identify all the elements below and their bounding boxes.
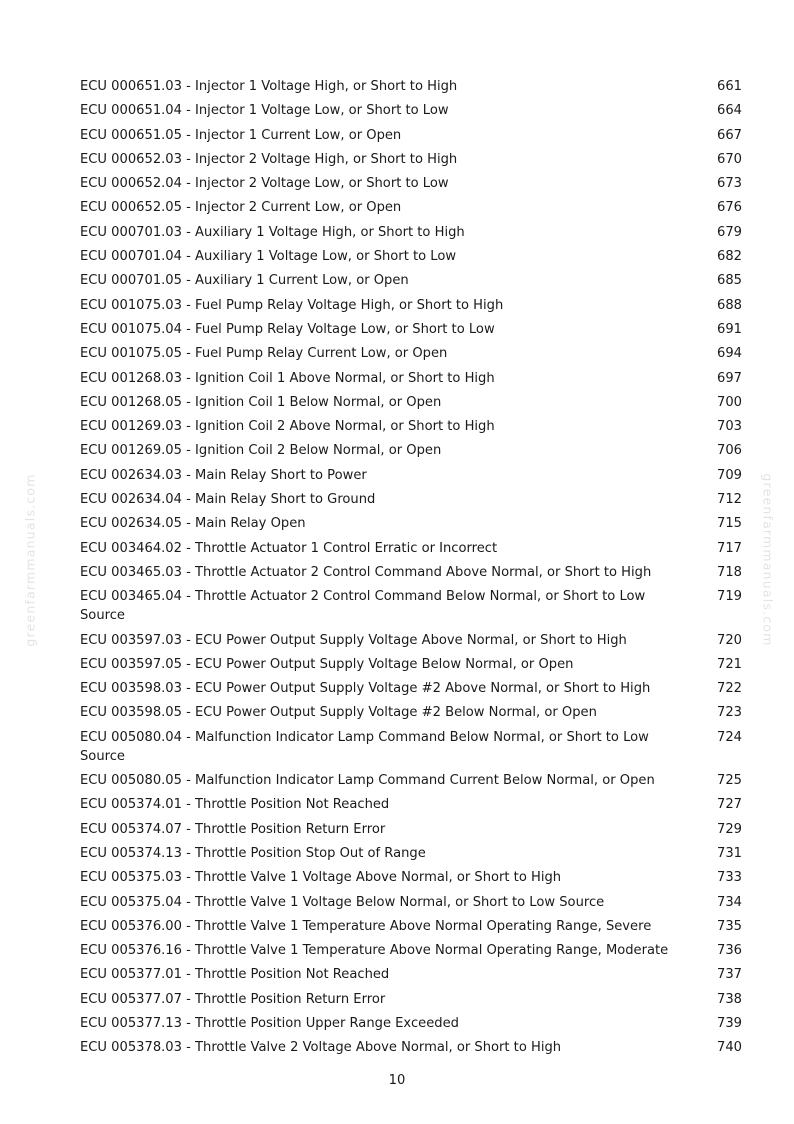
toc-entry-title: ECU 000701.03 - Auxiliary 1 Voltage High, or Short to High	[80, 224, 465, 240]
toc-entry-title: ECU 005378.03 - Throttle Valve 2 Voltage Above Normal, or Short to High	[80, 1040, 562, 1056]
toc-entry-page: 720	[717, 632, 742, 648]
toc-entry[interactable]	[80, 820, 742, 844]
toc-entry-title: ECU 001075.03 - Fuel Pump Relay Voltage High, or Short to High	[80, 297, 504, 313]
toc-entry-page: 664	[717, 103, 742, 119]
toc-entry-title: ECU 003598.05 - ECU Power Output Supply Voltage #2 Below Normal, or Open	[80, 705, 597, 721]
toc-entry-title: ECU 001269.03 - Ignition Coil 2 Above Normal, or Short to High	[80, 419, 495, 435]
toc-entry[interactable]	[80, 631, 742, 655]
toc-entry-title: ECU 005374.07 - Throttle Position Return Error	[80, 821, 386, 837]
toc-entry-page: 717	[717, 540, 742, 556]
toc-entry-page: 739	[717, 1015, 742, 1031]
toc-entry-page: 667	[717, 127, 742, 143]
toc-entry-title: ECU 005376.16 - Throttle Valve 1 Temperature Above Normal Operating Range, Moderate	[80, 943, 669, 959]
toc-entry-title: ECU 005375.04 - Throttle Valve 1 Voltage Below Normal, or Short to Low Source	[80, 894, 605, 910]
toc-entry-page: 694	[717, 346, 742, 362]
toc-entry-title: ECU 005377.01 - Throttle Position Not Reached	[80, 967, 390, 983]
toc-entry[interactable]	[80, 466, 742, 490]
toc-entry-page: 721	[717, 656, 742, 672]
toc-entry[interactable]	[80, 941, 742, 965]
toc-entry-title: ECU 002634.04 - Main Relay Short to Ground	[80, 492, 376, 508]
toc-entry[interactable]	[80, 795, 742, 819]
toc-entry-title: ECU 005374.13 - Throttle Position Stop Out of Range	[80, 845, 426, 861]
toc-entry-page: 670	[717, 151, 742, 167]
toc-entry-page: 736	[717, 943, 742, 959]
toc-entry-page: 729	[717, 821, 742, 837]
toc-entry[interactable]	[80, 868, 742, 892]
toc-entry[interactable]	[80, 844, 742, 868]
toc-entry[interactable]	[80, 655, 742, 679]
toc-entry-page: 706	[717, 443, 742, 459]
toc-entry[interactable]	[80, 771, 742, 795]
toc-entry-page: 673	[717, 176, 742, 192]
toc-entry[interactable]	[80, 587, 742, 630]
toc-entry-title: ECU 001268.05 - Ignition Coil 1 Below Normal, or Open	[80, 394, 442, 410]
toc-entry[interactable]	[80, 514, 742, 538]
toc-entry-title: ECU 000652.03 - Injector 2 Voltage High, or Short to High	[80, 151, 458, 167]
toc-entry-title: ECU 003464.02 - Throttle Actuator 1 Control Erratic or Incorrect	[80, 540, 498, 556]
toc-entry[interactable]	[80, 1014, 742, 1038]
toc-entry-title: ECU 005377.07 - Throttle Position Return Error	[80, 991, 386, 1007]
toc-entry-page: 688	[717, 297, 742, 313]
table-of-contents	[80, 77, 742, 1063]
toc-entry[interactable]	[80, 101, 742, 125]
toc-entry-title: ECU 005080.05 - Malfunction Indicator Lamp Command Current Below Normal, or Open	[80, 773, 655, 789]
toc-entry[interactable]	[80, 563, 742, 587]
toc-entry-title: ECU 000651.05 - Injector 1 Current Low, or Open	[80, 127, 402, 143]
toc-entry[interactable]	[80, 344, 742, 368]
toc-entry-page: 738	[717, 991, 742, 1007]
toc-entry[interactable]	[80, 150, 742, 174]
toc-entry[interactable]	[80, 539, 742, 563]
toc-entry-page: 725	[717, 773, 742, 789]
toc-entry-title: ECU 000651.03 - Injector 1 Voltage High, or Short to High	[80, 79, 458, 94]
toc-entry-page: 676	[717, 200, 742, 216]
toc-entry-title: ECU 005377.13 - Throttle Position Upper Range Exceeded	[80, 1015, 459, 1031]
toc-entry-title: ECU 001075.05 - Fuel Pump Relay Current Low, or Open	[80, 346, 448, 362]
toc-entry[interactable]	[80, 990, 742, 1014]
toc-entry[interactable]	[80, 441, 742, 465]
toc-entry-title: ECU 001268.03 - Ignition Coil 1 Above Normal, or Short to High	[80, 370, 495, 386]
toc-entry-title: ECU 005375.03 - Throttle Valve 1 Voltage Above Normal, or Short to High	[80, 870, 562, 886]
toc-entry-page: 735	[717, 918, 742, 934]
toc-entry[interactable]	[80, 417, 742, 441]
toc-entry-title: ECU 003597.05 - ECU Power Output Supply Voltage Below Normal, or Open	[80, 656, 574, 672]
toc-entry-page: 723	[717, 705, 742, 721]
toc-entry-title: ECU 005376.00 - Throttle Valve 1 Temperature Above Normal Operating Range, Severe	[80, 918, 652, 934]
toc-entry-page: 722	[717, 681, 742, 697]
toc-entry-page: 734	[717, 894, 742, 910]
toc-entry[interactable]	[80, 703, 742, 727]
toc-entry[interactable]	[80, 893, 742, 917]
toc-entry-page: 715	[717, 516, 742, 532]
toc-entry-title: ECU 000652.04 - Injector 2 Voltage Low, or Short to Low	[80, 176, 449, 192]
toc-entry-page: 691	[717, 321, 742, 337]
toc-entry-page: 727	[717, 797, 742, 813]
toc-entry-page: 697	[717, 370, 742, 386]
toc-entry[interactable]	[80, 271, 742, 295]
toc-entry-title: ECU 005080.04 - Malfunction Indicator Lamp Command Below Normal, or Short to Low Source	[80, 729, 649, 764]
toc-entry-title: ECU 003465.04 - Throttle Actuator 2 Control Command Below Normal, or Short to Low Source	[80, 589, 646, 624]
toc-entry[interactable]	[80, 393, 742, 417]
toc-entry-page: 700	[717, 394, 742, 410]
toc-entry[interactable]	[80, 965, 742, 989]
toc-entry-title: ECU 000651.04 - Injector 1 Voltage Low, or Short to Low	[80, 103, 449, 119]
toc-entry[interactable]	[80, 369, 742, 393]
toc-entry-page: 731	[717, 845, 742, 861]
watermark-left: greenfarmmanuals.com	[22, 473, 38, 647]
toc-entry[interactable]	[80, 223, 742, 247]
toc-entry-page: 740	[717, 1040, 742, 1056]
toc-entry[interactable]	[80, 679, 742, 703]
toc-entry-page: 733	[717, 870, 742, 886]
toc-entry[interactable]	[80, 320, 742, 344]
toc-entry-title: ECU 000701.04 - Auxiliary 1 Voltage Low, or Short to Low	[80, 249, 457, 265]
toc-entry[interactable]	[80, 77, 742, 101]
toc-entry-title: ECU 003597.03 - ECU Power Output Supply Voltage Above Normal, or Short to High	[80, 632, 627, 648]
toc-entry-page: 682	[717, 249, 742, 265]
toc-entry-title: ECU 005374.01 - Throttle Position Not Reached	[80, 797, 390, 813]
toc-entry[interactable]	[80, 174, 742, 198]
toc-entry-title: ECU 003465.03 - Throttle Actuator 2 Control Command Above Normal, or Short to High	[80, 564, 652, 580]
toc-entry-page: 709	[717, 467, 742, 483]
toc-entry-title: ECU 003598.03 - ECU Power Output Supply Voltage #2 Above Normal, or Short to High	[80, 681, 651, 697]
toc-entry-page: 719	[717, 589, 742, 605]
toc-entry[interactable]	[80, 1038, 742, 1062]
toc-entry[interactable]	[80, 490, 742, 514]
toc-entry-title: ECU 002634.05 - Main Relay Open	[80, 516, 306, 532]
toc-entry[interactable]	[80, 247, 742, 271]
toc-entry-title: ECU 001269.05 - Ignition Coil 2 Below Normal, or Open	[80, 443, 442, 459]
toc-entry-page: 679	[717, 224, 742, 240]
watermark-right: greenfarmmanuals.com	[760, 473, 776, 647]
toc-entry-page: 703	[717, 419, 742, 435]
toc-entry[interactable]	[80, 126, 742, 150]
toc-entry[interactable]	[80, 728, 742, 771]
toc-entry[interactable]	[80, 198, 742, 222]
toc-entry-page: 737	[717, 967, 742, 983]
toc-entry-page: 718	[717, 564, 742, 580]
toc-entry-title: ECU 000652.05 - Injector 2 Current Low, or Open	[80, 200, 402, 216]
toc-entry-page: 724	[717, 729, 742, 745]
toc-entry-title: ECU 001075.04 - Fuel Pump Relay Voltage Low, or Short to Low	[80, 321, 495, 337]
toc-entry-page: 712	[717, 492, 742, 508]
toc-entry-page: 661	[717, 79, 742, 94]
toc-entry-title: ECU 002634.03 - Main Relay Short to Power	[80, 467, 367, 483]
toc-entry-title: ECU 000701.05 - Auxiliary 1 Current Low, or Open	[80, 273, 409, 289]
toc-entry-page: 685	[717, 273, 742, 289]
toc-entry[interactable]	[80, 917, 742, 941]
page-number: 10	[388, 1073, 406, 1088]
toc-entry[interactable]	[80, 296, 742, 320]
